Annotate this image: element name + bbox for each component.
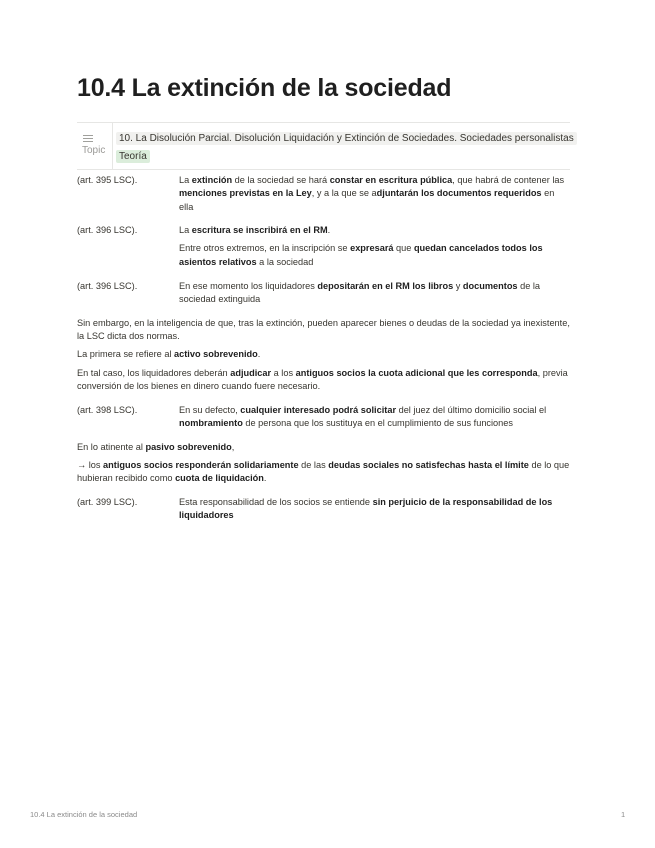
article-text: La extinción de la sociedad se hará constar en escritura pública, que habrá de contener las menciones previstas en la Ley, y a la que se adjuntarán los documentos requeridos en ella — [179, 175, 565, 212]
page-number: 1 — [621, 810, 626, 819]
paragraph: Sin embargo, en la inteligencia de que, tras la extinción, pueden aparecer bienes o deudas de la sociedad ya inexistente, la LSC dicta dos normas. — [77, 318, 570, 342]
article-text: En ese momento los liquidadores depositarán en el RM los libros y documentos de la sociedad extinguida — [179, 281, 541, 305]
page-title: 10.4 La extinción de la sociedad — [77, 74, 452, 102]
paragraph: En tal caso, los liquidadores deberán adjudicar a los antiguos socios la cuota adicional que les corresponda, previa conversión de los bienes en dinero cuando fuere necesario. — [77, 368, 568, 392]
topic-property-key — [77, 123, 113, 169]
article-ref: (art. 396 LSC). — [77, 225, 138, 235]
paragraph: La primera se refiere al activo sobrevenido. — [77, 349, 261, 359]
properties-block — [77, 122, 574, 170]
article-ref: (art. 395 LSC). — [77, 175, 138, 185]
article-ref: (art. 399 LSC). — [77, 497, 138, 507]
topic-property-value[interactable] — [116, 128, 574, 164]
article-text: En su defecto, cualquier interesado podrá solicitar del juez del último domicilio social el nombramiento de persona que los sustituya en el cumplimiento de sus funciones — [179, 405, 547, 429]
paragraph: En lo atinente al pasivo sobrevenido, — [77, 442, 235, 452]
topic-label: Topic — [82, 145, 106, 156]
list-icon — [83, 135, 93, 143]
article-ref: (art. 396 LSC). — [77, 281, 138, 291]
article-text: La escritura se inscribirá en el RM. Entre otros extremos, en la inscripción se expresará que quedan cancelados todos los asientos relativos a la sociedad — [179, 225, 543, 267]
tag-chip[interactable]: Teoría — [116, 150, 150, 163]
footer-title: 10.4 La extinción de la sociedad — [30, 810, 138, 819]
topic-relation-chip[interactable]: 10. La Disolución Parcial. Disolución Liquidación y Extinción de Sociedades. Sociedades personalistas — [116, 132, 577, 145]
paragraph: → los antiguos socios responderán solidariamente de las deudas sociales no satisfechas hasta el límite de lo que hubieran recibido como cuota de liquidación. — [77, 460, 570, 484]
article-ref: (art. 398 LSC). — [77, 405, 138, 415]
article-text: Esta responsabilidad de los socios se entiende sin perjuicio de la responsabilidad de los liquidadores — [179, 497, 553, 521]
